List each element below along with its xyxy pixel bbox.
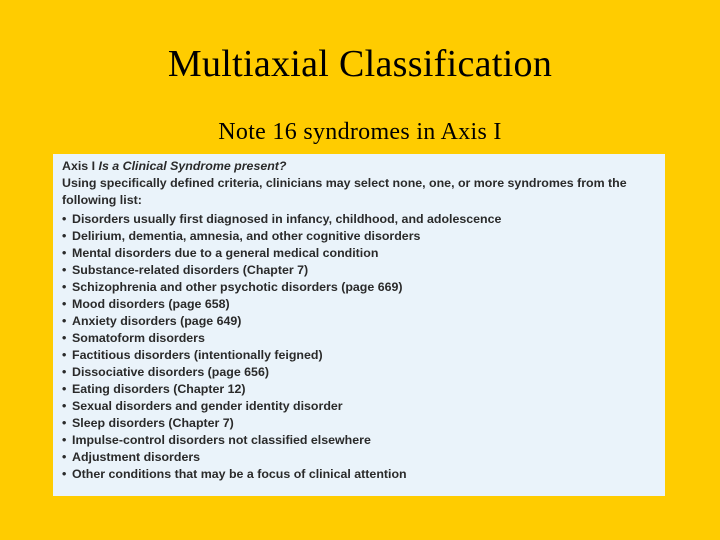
textbook-excerpt [53,154,665,496]
syndrome-item: • Substance-related disorders (Chapter 7) [62,262,657,279]
excerpt-intro: Using specifically defined criteria, clinicians may select none, one, or more syndromes from the following list: [62,176,627,207]
syndrome-item: • Dissociative disorders (page 656) [62,364,657,381]
syndrome-item: • Sleep disorders (Chapter 7) [62,415,657,432]
syndrome-item: • Somatoform disorders [62,330,657,347]
syndrome-item: • Adjustment disorders [62,449,657,466]
syndrome-item: • Factitious disorders (intentionally feigned) [62,347,657,364]
axis-label: Axis I [62,159,96,173]
excerpt-header [62,158,657,175]
syndrome-item: • Other conditions that may be a focus of clinical attention [62,466,657,483]
slide-title: Multiaxial Classification [167,43,553,85]
subtitle-text: Note 16 syndromes in Axis I [218,119,502,145]
syndrome-list [62,211,657,483]
slide-subtitle [0,119,720,146]
syndrome-item: • Schizophrenia and other psychotic disorders (page 669) [62,279,657,296]
axis-question: Is a Clinical Syndrome present? [98,159,287,173]
syndrome-item: • Anxiety disorders (page 649) [62,313,657,330]
syndrome-item: • Disorders usually first diagnosed in infancy, childhood, and adolescence [62,211,657,228]
syndrome-item: • Mood disorders (page 658) [62,296,657,313]
syndrome-item: • Mental disorders due to a general medical condition [62,245,657,262]
syndrome-item: • Impulse-control disorders not classified elsewhere [62,432,657,449]
syndrome-item: • Delirium, dementia, amnesia, and other cognitive disorders [62,228,657,245]
syndrome-item: • Eating disorders (Chapter 12) [62,381,657,398]
syndrome-item: • Sexual disorders and gender identity disorder [62,398,657,415]
